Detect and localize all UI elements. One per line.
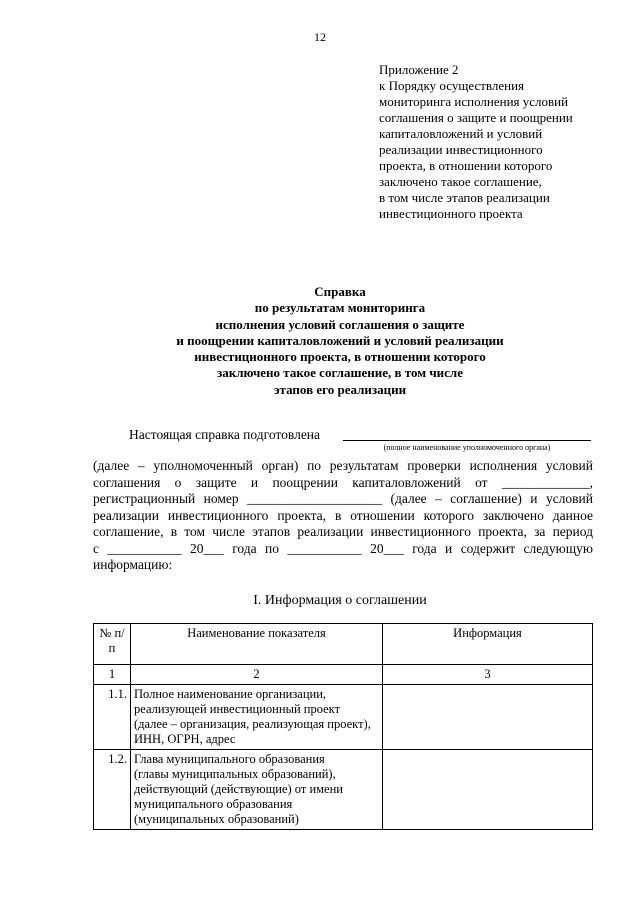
appendix-line: реализации инвестиционного — [379, 142, 543, 157]
prepared-by-label: Настоящая справка подготовлена — [129, 427, 321, 442]
agreement-info-table — [93, 623, 593, 830]
header-num: № п/п — [94, 624, 131, 665]
authority-fill-line — [343, 440, 591, 441]
row-number: 1.2. — [94, 750, 131, 830]
indicator-line: муниципального образования — [134, 797, 293, 811]
appendix-block — [379, 62, 609, 222]
body-line: (далее – уполномоченный орган) по результатам проверки исполнения условий — [93, 458, 593, 473]
appendix-line: в том числе этапов реализации — [379, 190, 550, 205]
title-line: исполнения условий соглашения о защите — [215, 316, 465, 332]
row-number: 1.1. — [94, 685, 131, 750]
appendix-line: к Порядку осуществления — [379, 78, 525, 93]
body-line: реализации инвестиционного проекта, в отношении которого заключено данное — [93, 507, 593, 523]
indicator-name — [131, 685, 383, 750]
info-cell[interactable] — [383, 750, 593, 830]
info-cell[interactable] — [383, 685, 593, 750]
indicator-line: реализующей инвестиционный проект — [134, 702, 341, 716]
appendix-line: проекта, в отношении которого — [379, 158, 553, 173]
indicator-name — [131, 750, 383, 830]
appendix-line: соглашения о защите и поощрении — [379, 110, 573, 125]
appendix-line: капиталовложений и условий — [379, 126, 543, 141]
body-line: регистрационный номер ____________________ (далее – соглашение) и условий — [93, 491, 593, 506]
header-indicator: Наименование показателя — [131, 624, 383, 665]
document-title — [0, 284, 640, 398]
table-row — [94, 685, 593, 750]
authority-hint: (полное наименование уполномоченного органа) — [383, 443, 551, 452]
appendix-line: заключено такое соглашение, — [379, 174, 542, 189]
appendix-line: инвестиционного проекта — [379, 206, 523, 221]
title-line: инвестиционного проекта, в отношении которого — [194, 349, 486, 365]
indicator-line: (главы муниципальных образований), — [134, 767, 336, 781]
body-line: информацию: — [93, 557, 173, 572]
appendix-line: Приложение 2 — [379, 62, 459, 77]
column-number: 2 — [131, 665, 383, 685]
title-line: этапов его реализации — [273, 381, 407, 397]
indicator-line: (муниципальных образований) — [134, 812, 299, 826]
title-line: по результатам мониторинга — [254, 300, 426, 316]
title-line: Справка — [314, 284, 366, 299]
table-header-row — [94, 624, 593, 665]
indicator-line: Полное наименование организации, — [134, 687, 327, 701]
page-number: 12 — [314, 30, 326, 44]
body-line: соглашение, в том числе этапов реализации инвестиционного проекта, за период — [93, 524, 593, 539]
body-line: с ___________ 20___ года по ___________ 20___ года и содержит следующую — [93, 540, 593, 556]
column-number: 1 — [94, 665, 131, 685]
indicator-line: ИНН, ОГРН, адрес — [134, 732, 236, 746]
title-line: и поощрении капиталовложений и условий реализации — [176, 332, 504, 348]
column-number: 3 — [383, 665, 593, 685]
appendix-line: мониторинга исполнения условий — [379, 94, 569, 109]
indicator-line: Глава муниципального образования — [134, 752, 325, 766]
title-line: заключено такое соглашение, в том числе — [217, 365, 463, 381]
header-info: Информация — [383, 624, 593, 665]
indicator-line: действующий (действующие) от имени — [134, 782, 343, 796]
column-number-row — [94, 665, 593, 685]
body-paragraph — [93, 458, 593, 574]
indicator-line: (далее – организация, реализующая проект), — [134, 717, 371, 731]
table-row — [94, 750, 593, 830]
body-line: соглашения о защите и поощрении капиталовложений от _____________, — [93, 474, 593, 490]
section-title: I. Информация о соглашении — [253, 593, 427, 608]
